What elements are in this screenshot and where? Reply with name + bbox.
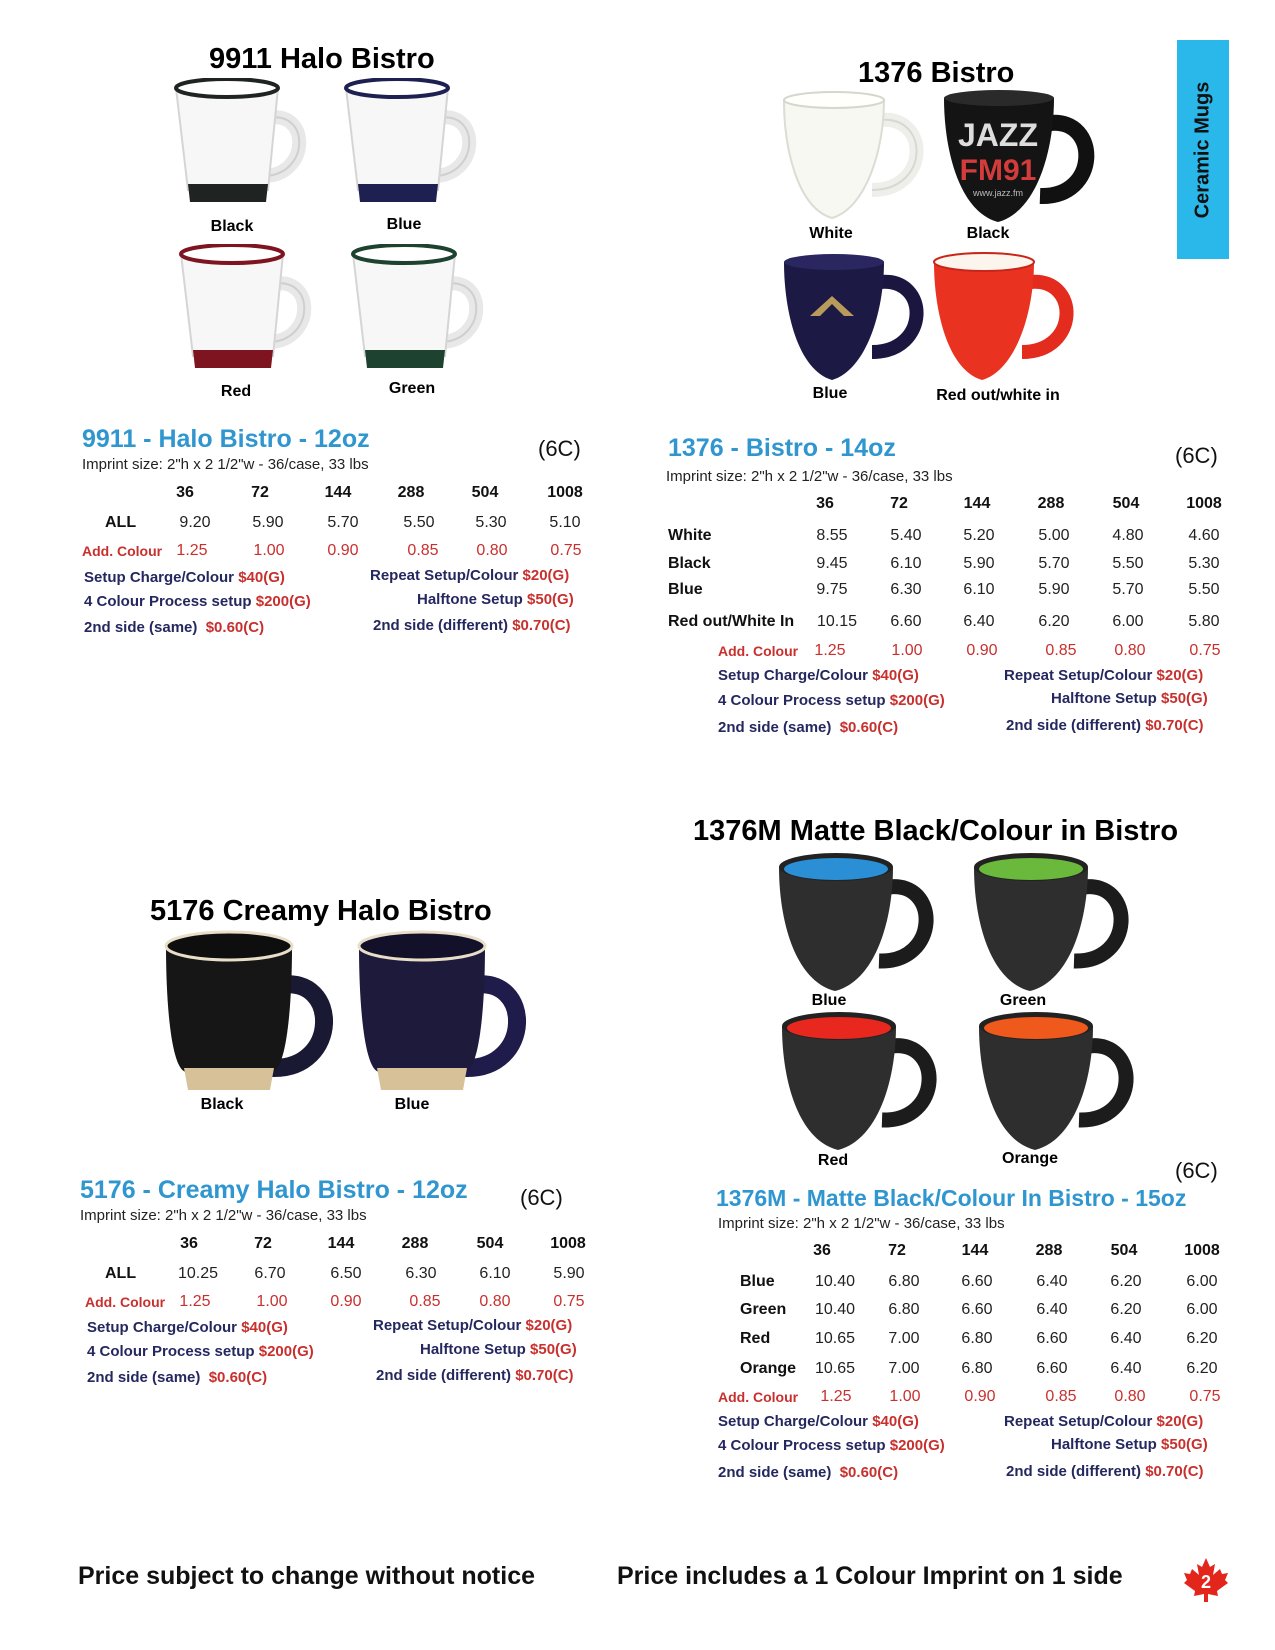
qty-header: 36 [816, 495, 834, 512]
add-colour-cell: 0.80 [1114, 642, 1146, 659]
price-cell: 6.30 [890, 581, 922, 598]
second-side-same: 2nd side (same) $0.60(C) [718, 719, 899, 736]
maple-leaf-icon [1183, 1556, 1229, 1602]
price-cell: 8.55 [816, 527, 848, 544]
color-label: Blue [394, 1096, 430, 1113]
imprint-info: Imprint size: 2"h x 2 1/2"w - 36/case, 33 lbs [82, 456, 369, 473]
qty-header: 36 [176, 484, 194, 501]
price-cell: 6.40 [1036, 1273, 1068, 1290]
qty-header: 72 [254, 1235, 272, 1252]
qty-header: 288 [401, 1235, 429, 1252]
price-cell: 5.00 [1038, 527, 1070, 544]
price-cell: 5.70 [327, 514, 359, 531]
product-name-1376: 1376 - Bistro - 14oz [668, 434, 896, 462]
price-cell: 10.40 [814, 1301, 856, 1318]
row-label: White [668, 527, 712, 544]
price-cell: 6.10 [479, 1265, 511, 1282]
category-tab [1177, 40, 1229, 259]
add-colour-label: Add. Colour [82, 543, 163, 559]
price-cell: 10.15 [816, 613, 858, 630]
price-cell: 5.30 [1188, 555, 1220, 572]
mug-1376-blue [780, 252, 930, 387]
row-label: Green [740, 1301, 787, 1318]
price-cell: 4.80 [1112, 527, 1144, 544]
mug-5176-blue [355, 930, 535, 1100]
qty-header: 504 [471, 484, 499, 501]
qty-header: 144 [963, 495, 991, 512]
add-colour-label: Add. Colour [718, 1389, 799, 1405]
add-colour-cell: 0.80 [476, 542, 508, 559]
product-name-9911: 9911 - Halo Bistro - 12oz [82, 425, 370, 453]
mug-1376m-blue [775, 853, 945, 998]
halftone-setup: Halftone Setup $50(G) [420, 1341, 577, 1358]
price-cell: 5.20 [963, 527, 995, 544]
process-setup: 4 Colour Process setup $200(G) [84, 593, 311, 610]
mug-1376m-green [970, 853, 1140, 998]
price-cell: 10.65 [814, 1330, 856, 1347]
add-colour-cell: 0.85 [409, 1293, 441, 1310]
price-cell: 6.10 [890, 555, 922, 572]
price-cell: 6.80 [961, 1360, 993, 1377]
price-cell: 6.20 [1110, 1273, 1142, 1290]
price-cell: 6.80 [961, 1330, 993, 1347]
price-cell: 6.00 [1186, 1301, 1218, 1318]
add-colour-cell: 0.80 [479, 1293, 511, 1310]
qty-header: 288 [397, 484, 425, 501]
color-label: Black [966, 225, 1010, 242]
qty-header: 72 [890, 495, 908, 512]
qty-header: 36 [813, 1242, 831, 1259]
price-cell: 6.30 [405, 1265, 437, 1282]
row-label: Blue [668, 581, 703, 598]
mug-1376m-red [778, 1012, 948, 1157]
row-label: ALL [105, 514, 137, 531]
price-cell: 10.65 [814, 1360, 856, 1377]
footer-price-notice: Price subject to change without notice [78, 1562, 536, 1590]
price-cell: 6.10 [963, 581, 995, 598]
mug-1376-black [940, 88, 1100, 228]
price-cell: 9.20 [179, 514, 211, 531]
process-setup: 4 Colour Process setup $200(G) [718, 1437, 945, 1454]
add-colour-cell: 1.00 [256, 1293, 288, 1310]
add-colour-cell: 0.90 [327, 542, 359, 559]
color-label: Black [200, 1096, 244, 1113]
price-cell: 10.40 [814, 1273, 856, 1290]
product-code: (6C) [520, 1185, 563, 1210]
product-name-1376m: 1376M - Matte Black/Colour In Bistro - 15oz [716, 1185, 1187, 1211]
imprint-info: Imprint size: 2"h x 2 1/2"w - 36/case, 33 lbs [718, 1215, 1005, 1232]
price-cell: 5.50 [1188, 581, 1220, 598]
add-colour-cell: 0.85 [1045, 642, 1077, 659]
color-label: White [809, 225, 853, 242]
price-cell: 6.70 [254, 1265, 286, 1282]
price-cell: 6.40 [1110, 1360, 1142, 1377]
color-label: Blue [812, 385, 848, 402]
add-colour-cell: 0.90 [330, 1293, 362, 1310]
footer-imprint-notice: Price includes a 1 Colour Imprint on 1 side [617, 1562, 1123, 1590]
photo-title-1376: 1376 Bistro [858, 57, 1015, 89]
price-cell: 7.00 [888, 1360, 920, 1377]
price-cell: 5.70 [1112, 581, 1144, 598]
mug-9911-black [170, 78, 320, 213]
price-cell: 5.90 [1038, 581, 1070, 598]
price-cell: 5.90 [553, 1265, 585, 1282]
second-side-different: 2nd side (different) $0.70(C) [1006, 1463, 1204, 1480]
color-label: Green [388, 380, 436, 397]
mug-9911-blue [340, 78, 490, 213]
price-cell: 6.60 [961, 1301, 993, 1318]
halftone-setup: Halftone Setup $50(G) [1051, 1436, 1208, 1453]
product-code: (6C) [1175, 443, 1218, 468]
qty-header: 288 [1037, 495, 1065, 512]
imprint-info: Imprint size: 2"h x 2 1/2"w - 36/case, 33 lbs [80, 1207, 367, 1224]
repeat-setup: Repeat Setup/Colour $20(G) [1004, 667, 1204, 684]
qty-header: 1008 [1186, 495, 1222, 512]
color-label: Blue [386, 216, 422, 233]
second-side-different: 2nd side (different) $0.70(C) [1006, 717, 1204, 734]
price-cell: 6.20 [1186, 1330, 1218, 1347]
price-cell: 10.25 [177, 1265, 219, 1282]
setup-charge: Setup Charge/Colour $40(G) [87, 1319, 288, 1336]
price-cell: 9.45 [816, 555, 848, 572]
product-name-5176: 5176 - Creamy Halo Bistro - 12oz [80, 1176, 468, 1204]
price-cell: 6.80 [888, 1273, 920, 1290]
photo-title-1376m: 1376M Matte Black/Colour in Bistro [693, 815, 1179, 847]
add-colour-cell: 0.90 [966, 642, 998, 659]
halftone-setup: Halftone Setup $50(G) [1051, 690, 1208, 707]
repeat-setup: Repeat Setup/Colour $20(G) [373, 1317, 573, 1334]
qty-header: 36 [180, 1235, 198, 1252]
repeat-setup: Repeat Setup/Colour $20(G) [1004, 1413, 1204, 1430]
qty-header: 72 [251, 484, 269, 501]
price-cell: 6.40 [963, 613, 995, 630]
qty-header: 504 [1112, 495, 1140, 512]
price-cell: 6.00 [1186, 1273, 1218, 1290]
add-colour-label: Add. Colour [718, 643, 799, 659]
price-cell: 6.60 [961, 1273, 993, 1290]
color-label: Red out/white in [936, 387, 1060, 404]
imprint-info: Imprint size: 2"h x 2 1/2"w - 36/case, 33 lbs [666, 468, 953, 485]
color-label: Black [210, 218, 254, 235]
price-cell: 6.60 [1036, 1360, 1068, 1377]
qty-header: 504 [1110, 1242, 1138, 1259]
row-label: Black [668, 555, 711, 572]
price-cell: 5.50 [1112, 555, 1144, 572]
process-setup: 4 Colour Process setup $200(G) [718, 692, 945, 709]
setup-charge: Setup Charge/Colour $40(G) [718, 1413, 919, 1430]
repeat-setup: Repeat Setup/Colour $20(G) [370, 567, 570, 584]
mug-5176-black [162, 930, 342, 1100]
second-side-same: 2nd side (same) $0.60(C) [87, 1369, 268, 1386]
product-code: (6C) [1175, 1158, 1218, 1183]
row-label: Orange [740, 1360, 797, 1377]
add-colour-cell: 1.25 [814, 642, 846, 659]
halftone-setup: Halftone Setup $50(G) [417, 591, 574, 608]
price-cell: 5.90 [252, 514, 284, 531]
add-colour-cell: 1.00 [253, 542, 285, 559]
mug-9911-green [347, 244, 497, 379]
second-side-different: 2nd side (different) $0.70(C) [376, 1367, 574, 1384]
price-cell: 6.50 [330, 1265, 362, 1282]
qty-header: 1008 [550, 1235, 586, 1252]
row-label: Red out/White In [668, 613, 795, 630]
mug-1376m-orange [975, 1012, 1145, 1157]
add-colour-cell: 0.75 [553, 1293, 585, 1310]
logo-text: www.jazz.fm [972, 188, 1024, 198]
price-cell: 5.80 [1188, 613, 1220, 630]
add-colour-label: Add. Colour [85, 1294, 166, 1310]
price-cell: 5.40 [890, 527, 922, 544]
color-label: Green [999, 992, 1047, 1009]
qty-header: 144 [961, 1242, 989, 1259]
price-cell: 6.60 [1036, 1330, 1068, 1347]
price-cell: 9.75 [816, 581, 848, 598]
price-cell: 5.90 [963, 555, 995, 572]
add-colour-cell: 0.75 [1189, 1388, 1221, 1405]
add-colour-cell: 1.00 [889, 1388, 921, 1405]
logo-text: JAZZ [958, 117, 1038, 153]
price-cell: 6.20 [1110, 1301, 1142, 1318]
qty-header: 72 [888, 1242, 906, 1259]
logo-text: FM91 [959, 154, 1037, 187]
second-side-same: 2nd side (same) $0.60(C) [718, 1464, 899, 1481]
add-colour-cell: 0.85 [407, 542, 439, 559]
qty-header: 144 [327, 1235, 355, 1252]
setup-charge: Setup Charge/Colour $40(G) [84, 569, 285, 586]
qty-header: 144 [324, 484, 352, 501]
page-number: 2 [1200, 1572, 1212, 1592]
mug-9911-red [175, 244, 325, 379]
qty-header: 504 [476, 1235, 504, 1252]
price-cell: 7.00 [888, 1330, 920, 1347]
price-cell: 6.60 [890, 613, 922, 630]
add-colour-cell: 0.85 [1045, 1388, 1077, 1405]
color-label: Red [817, 1152, 849, 1169]
price-cell: 6.00 [1112, 613, 1144, 630]
price-cell: 4.60 [1188, 527, 1220, 544]
price-cell: 6.20 [1186, 1360, 1218, 1377]
add-colour-cell: 1.00 [891, 642, 923, 659]
price-cell: 5.50 [403, 514, 435, 531]
qty-header: 1008 [547, 484, 583, 501]
add-colour-cell: 0.75 [1189, 642, 1221, 659]
second-side-different: 2nd side (different) $0.70(C) [373, 617, 571, 634]
color-label: Blue [811, 992, 847, 1009]
color-label: Orange [1001, 1150, 1059, 1167]
row-label: Blue [740, 1273, 775, 1290]
category-tab-label: Ceramic Mugs [1191, 81, 1214, 218]
add-colour-cell: 1.25 [179, 1293, 211, 1310]
add-colour-cell: 1.25 [176, 542, 208, 559]
price-cell: 6.40 [1110, 1330, 1142, 1347]
price-cell: 5.70 [1038, 555, 1070, 572]
price-cell: 6.20 [1038, 613, 1070, 630]
qty-header: 1008 [1184, 1242, 1220, 1259]
product-code: (6C) [538, 436, 581, 461]
add-colour-cell: 0.75 [550, 542, 582, 559]
row-label: ALL [105, 1265, 137, 1282]
add-colour-cell: 1.25 [820, 1388, 852, 1405]
photo-title-5176: 5176 Creamy Halo Bistro [150, 895, 492, 927]
price-cell: 6.80 [888, 1301, 920, 1318]
price-cell: 5.10 [549, 514, 581, 531]
setup-charge: Setup Charge/Colour $40(G) [718, 667, 919, 684]
qty-header: 288 [1035, 1242, 1063, 1259]
price-cell: 5.30 [475, 514, 507, 531]
process-setup: 4 Colour Process setup $200(G) [87, 1343, 314, 1360]
color-label: Red [220, 383, 252, 400]
mug-1376-red [930, 252, 1080, 387]
row-label: Red [740, 1330, 771, 1347]
mug-1376-white [780, 90, 930, 225]
photo-title-9911: 9911 Halo Bistro [209, 43, 435, 75]
price-cell: 6.40 [1036, 1301, 1068, 1318]
second-side-same: 2nd side (same) $0.60(C) [84, 619, 265, 636]
add-colour-cell: 0.90 [964, 1388, 996, 1405]
add-colour-cell: 0.80 [1114, 1388, 1146, 1405]
